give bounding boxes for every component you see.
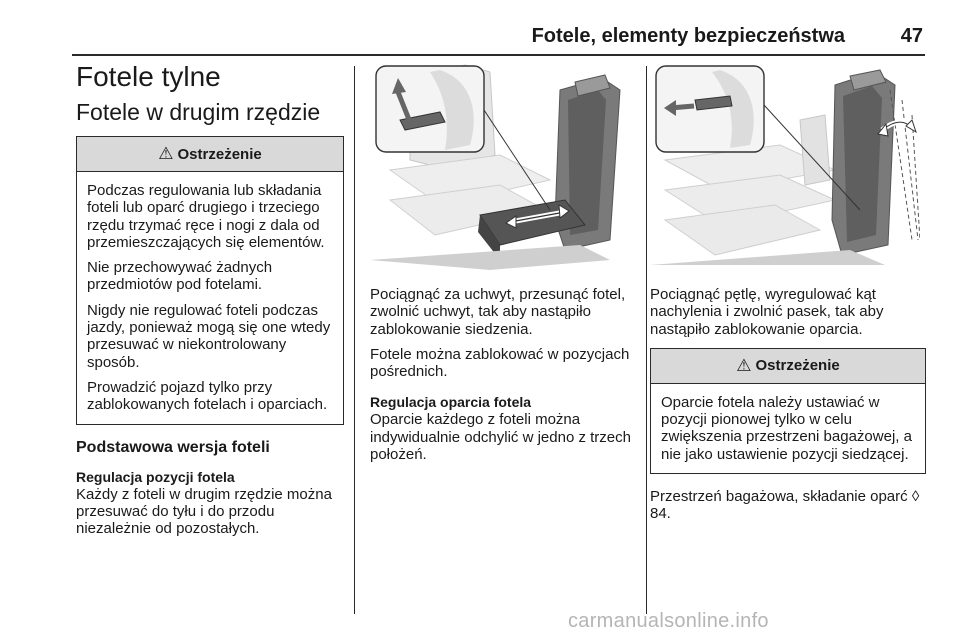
reference-text: Przestrzeń bagażowa, składanie oparć <box>650 488 908 506</box>
column-3 <box>650 60 926 531</box>
warning-paragraph: Podczas regulowania lub składania foteli lub oparć drugiego i trzeciego rzędu trzymać ręce i nogi z dala od przemieszczających się elementów. <box>87 182 325 251</box>
warning-header <box>77 137 343 172</box>
instruction-text: Pociągnąć pętlę, wyregulować kąt nachylenia i zwolnić pasek, tak aby nastąpiło zablokowanie oparcia. <box>650 286 884 338</box>
warning-title: Ostrzeżenie <box>755 357 840 375</box>
subheading: Regulacja oparcia fotela <box>370 394 532 411</box>
chapter-title: Fotele tylne <box>76 61 221 92</box>
warning-body <box>77 172 343 424</box>
backrest-adjust-illustration <box>650 60 915 270</box>
warning-paragraph: Nie przechowywać żadnych przedmiotów pod fotelami. <box>87 259 273 294</box>
page-header <box>72 22 925 56</box>
page-number: 47 <box>900 25 923 47</box>
body-text: Każdy z foteli w drugim rzędzie można przesuwać do tyłu i do przodu niezależnie od pozostałych. <box>76 485 332 538</box>
reference-arrow-icon: ◊ <box>911 488 920 506</box>
instruction-text: Pociągnąć za uchwyt, przesunąć fotel, zwolnić uchwyt, tak aby nastąpiło zablokowanie siedzenia. <box>370 286 626 338</box>
warning-triangle-icon: ⚠ <box>736 355 752 375</box>
warning-paragraph: Oparcie fotela należy ustawiać w pozycji pionowej tylko w celu zwiększenia przestrzeni bagażowej, a nie jako ustawienie pozycji siedzącej. <box>661 393 912 463</box>
header-title: Fotele, elementy bezpieczeństwa <box>531 25 845 47</box>
warning-title: Ostrzeżenie <box>177 145 262 163</box>
warning-header <box>651 349 925 384</box>
column-1 <box>76 60 344 545</box>
column-2 <box>370 60 638 471</box>
warning-paragraph: Prowadzić pojazd tylko przy zablokowanych fotelach i oparciach. <box>87 378 328 414</box>
seat-slide-illustration <box>370 60 635 270</box>
warning-body <box>651 384 925 473</box>
warning-triangle-icon: ⚠ <box>158 144 174 163</box>
subsection-title: Podstawowa wersja foteli <box>76 438 270 456</box>
column-divider <box>354 66 355 614</box>
body-text: Oparcie każdego z foteli można indywidualnie odchylić w jedno z trzech położeń. <box>370 411 631 464</box>
warning-box <box>76 136 344 425</box>
subheading: Regulacja pozycji fotela <box>76 468 235 485</box>
warning-box <box>650 348 926 474</box>
reference-page-link[interactable]: 84. <box>650 505 671 523</box>
cross-reference <box>650 488 926 523</box>
note-text: Fotele można zablokować w pozycjach pośrednich. <box>370 345 630 381</box>
column-divider <box>646 66 647 614</box>
section-title: Fotele w drugim rzędzie <box>76 99 321 125</box>
watermark: carmanualsonline.info <box>568 610 769 632</box>
warning-paragraph: Nigdy nie regulować foteli podczas jazdy, ponieważ mogą się one wtedy przesuwać w niekontrolowany sposób. <box>87 301 331 371</box>
